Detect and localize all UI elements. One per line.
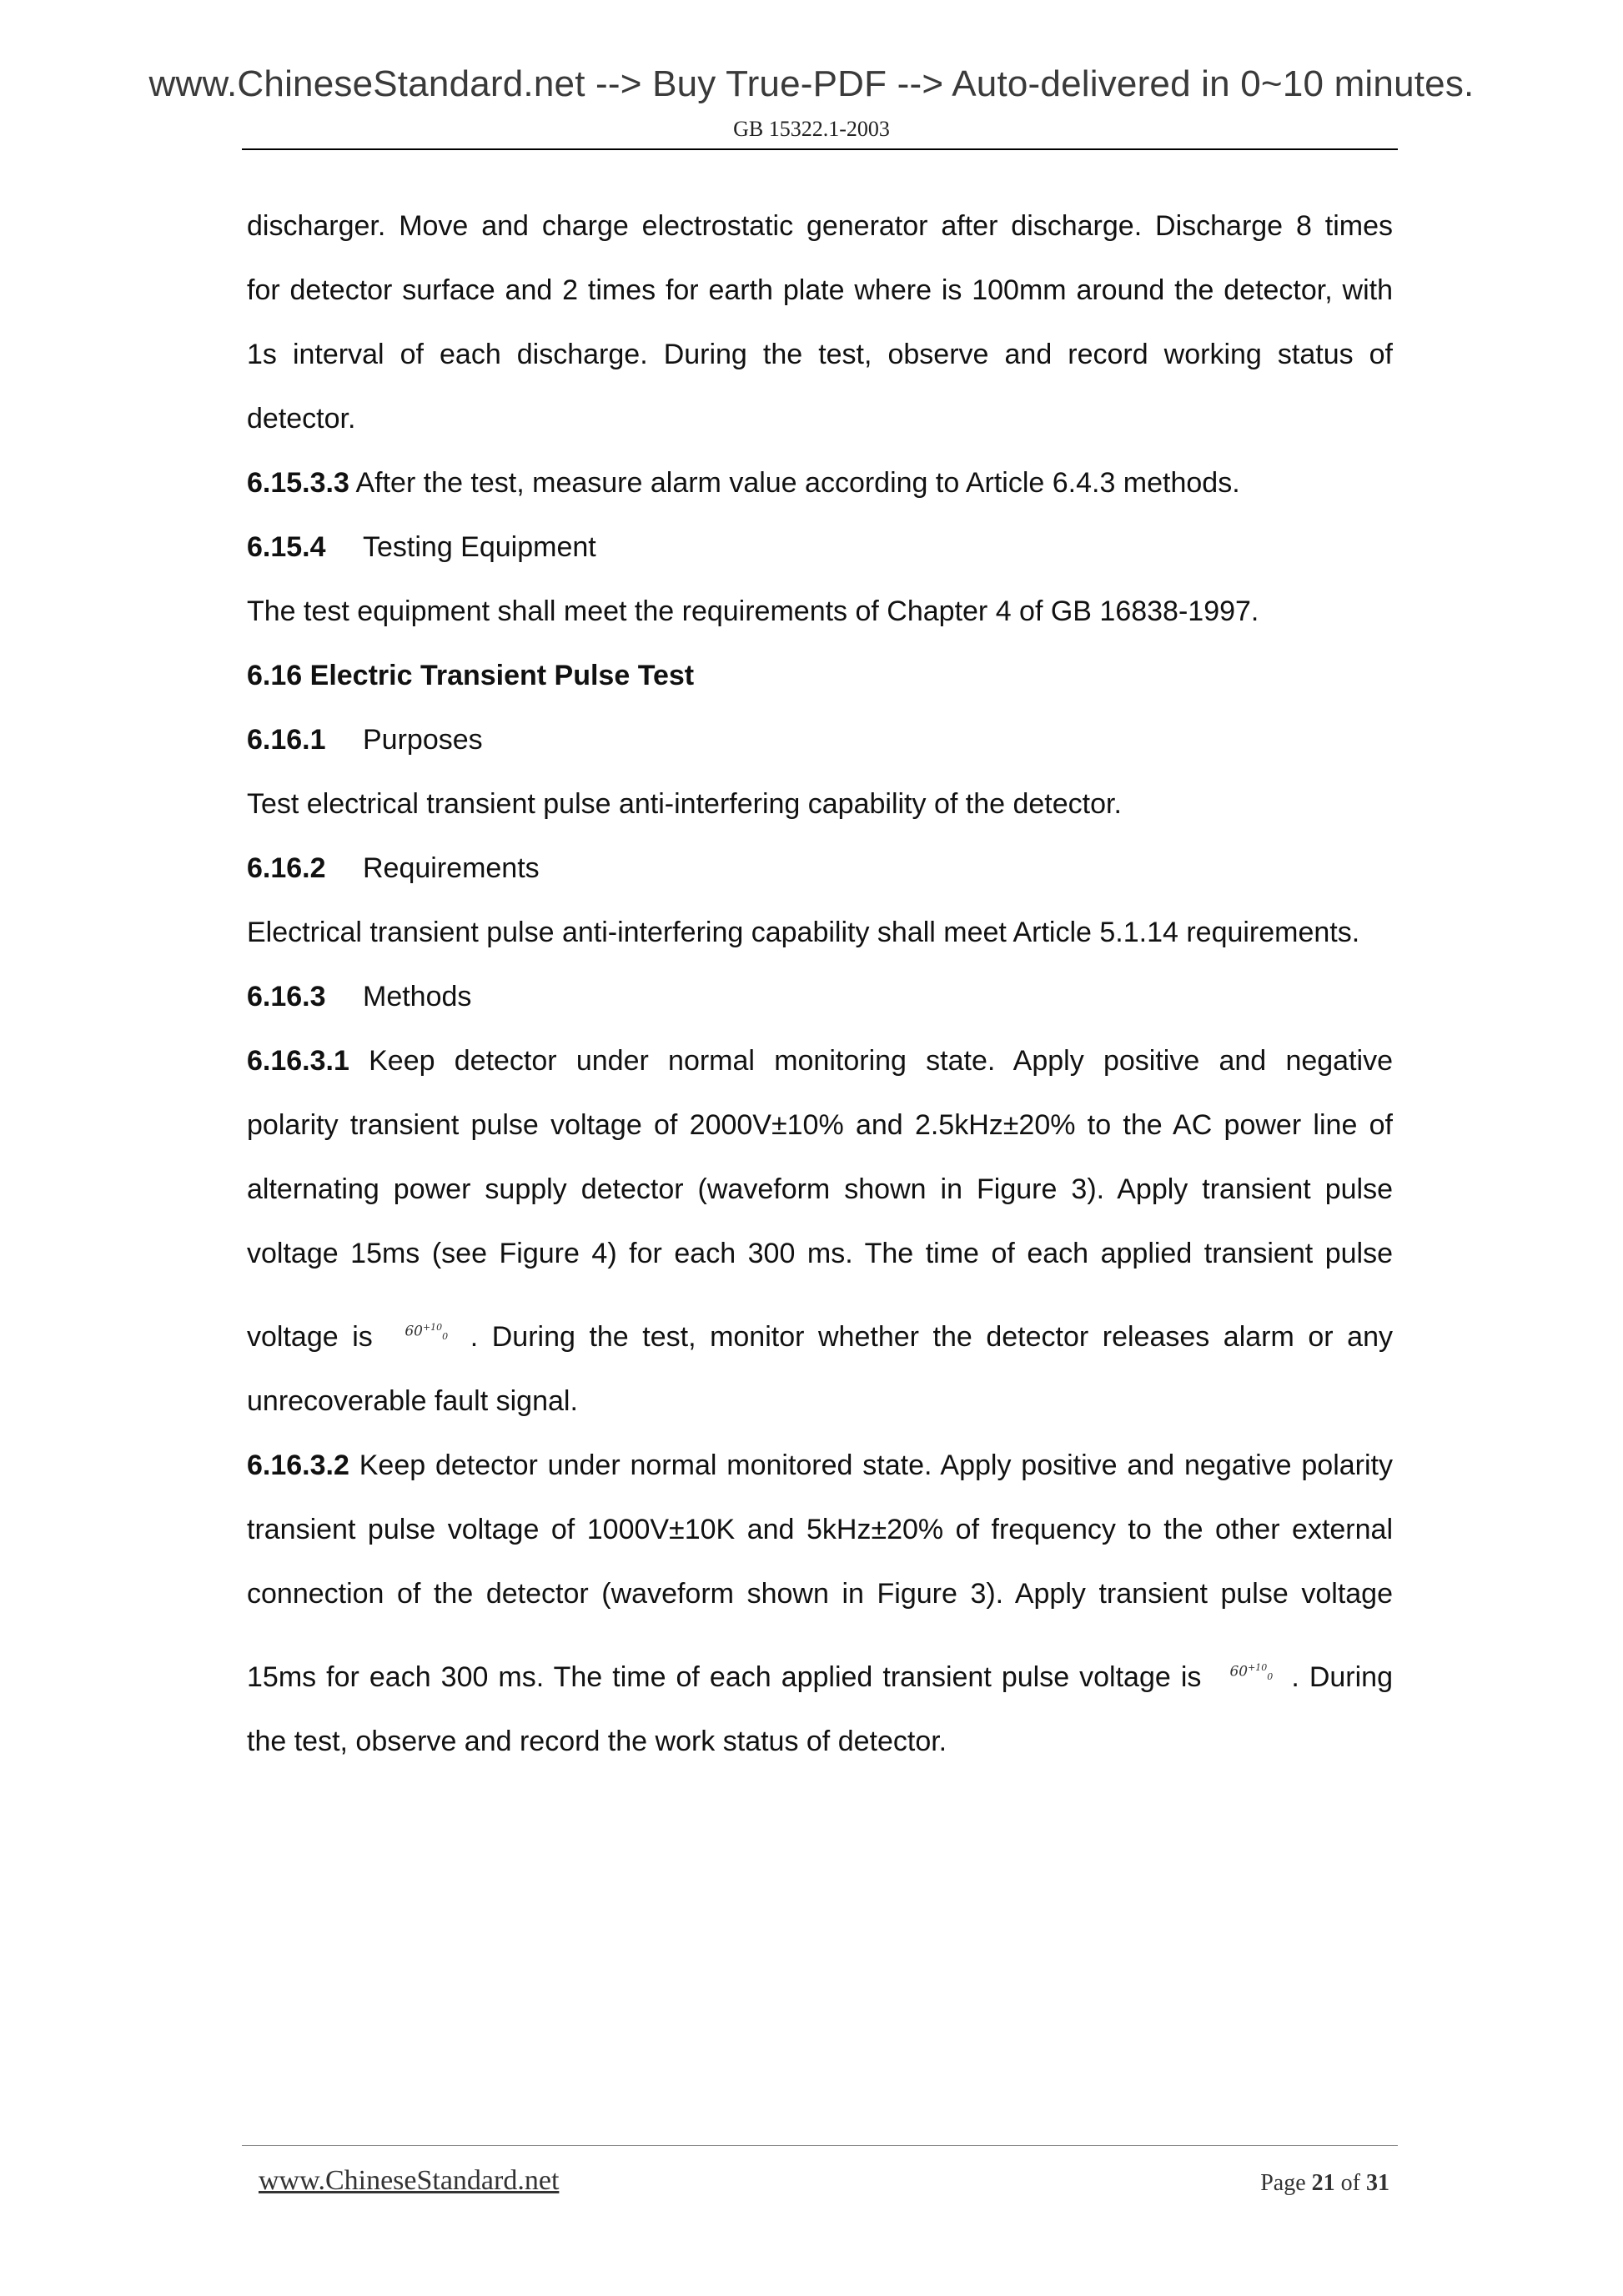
page-total: 31 bbox=[1366, 2170, 1389, 2196]
paragraph-line: The test equipment shall meet the requirements of Chapter 4 of GB 16838-1997. bbox=[247, 595, 1259, 627]
line-text: 15ms for each 300 ms. The time of each applied transient pulse voltage is bbox=[247, 1661, 1202, 1693]
tolerance-upper: +10 bbox=[422, 1322, 443, 1334]
clause-number: 6.16.2 bbox=[247, 852, 326, 884]
tolerance-formula bbox=[1229, 1660, 1273, 1685]
line-text: voltage is bbox=[247, 1321, 373, 1353]
clause-text: Keep detector under normal monitored state. Apply positive and negative polarity bbox=[359, 1449, 1393, 1481]
page-indicator bbox=[1260, 2170, 1389, 2197]
footer-divider bbox=[242, 2145, 1398, 2146]
tolerance-lower: 0 bbox=[1267, 1671, 1274, 1683]
clause-number: 6.16.3.2 bbox=[247, 1449, 349, 1481]
paragraph-line: polarity transient pulse voltage of 2000V±10% and 2.5kHz±20% to the AC power line of bbox=[247, 1109, 1393, 1141]
tolerance-upper: +10 bbox=[1248, 1662, 1268, 1674]
paragraph-line: discharger. Move and charge electrostatic generator after discharge. Discharge 8 times bbox=[247, 210, 1393, 242]
tolerance-base: 60 bbox=[1229, 1664, 1249, 1681]
clause-title: Requirements bbox=[363, 852, 540, 884]
paragraph-line: connection of the detector (waveform shown in Figure 3). Apply transient pulse voltage bbox=[247, 1578, 1393, 1610]
paragraph-line: detector. bbox=[247, 403, 356, 435]
site-banner[interactable]: www.ChineseStandard.net --> Buy True-PDF --> Auto-delivered in 0~10 minutes. bbox=[148, 63, 1475, 104]
line-text: . During the test, monitor whether the detector releases alarm or any bbox=[470, 1321, 1393, 1353]
clause-6-16-1-heading bbox=[247, 718, 1393, 782]
footer-site-link[interactable]: www.ChineseStandard.net bbox=[259, 2165, 560, 2196]
page-number: 21 bbox=[1311, 2170, 1335, 2196]
paragraph-line bbox=[247, 1636, 1393, 1720]
tolerance-lower: 0 bbox=[442, 1331, 449, 1343]
paragraph-line: unrecoverable fault signal. bbox=[247, 1385, 578, 1417]
paragraph-line: transient pulse voltage of 1000V±10K and 5kHz±20% of frequency to the other external bbox=[247, 1514, 1393, 1545]
clause-6-15-3-3 bbox=[247, 461, 1393, 525]
section-number: 6.16 bbox=[247, 660, 303, 691]
section-6-16-heading bbox=[247, 654, 1393, 718]
tolerance-base: 60 bbox=[404, 1324, 423, 1340]
page-of: of bbox=[1340, 2170, 1360, 2196]
clause-number: 6.16.1 bbox=[247, 724, 326, 756]
paragraph-line: Electrical transient pulse anti-interfering capability shall meet Article 5.1.14 requirements. bbox=[247, 917, 1360, 948]
clause-number: 6.16.3.1 bbox=[247, 1045, 349, 1077]
clause-number: 6.15.4 bbox=[247, 531, 326, 563]
paragraph-line: alternating power supply detector (waveform shown in Figure 3). Apply transient pulse bbox=[247, 1173, 1393, 1205]
paragraph-line bbox=[247, 1296, 1393, 1379]
clause-title: Purposes bbox=[363, 724, 483, 756]
page-content bbox=[247, 204, 1393, 1784]
clause-text: After the test, measure alarm value according to Article 6.4.3 methods. bbox=[355, 467, 1240, 499]
clause-number: 6.16.3 bbox=[247, 981, 326, 1012]
clause-title: Testing Equipment bbox=[363, 531, 596, 563]
clause-6-15-4-heading bbox=[247, 525, 1393, 590]
standard-code: GB 15322.1-2003 bbox=[733, 117, 890, 141]
tolerance-formula bbox=[404, 1320, 448, 1344]
clause-title: Methods bbox=[363, 981, 472, 1012]
clause-6-16-2-heading bbox=[247, 847, 1393, 911]
paragraph-line: for detector surface and 2 times for earth plate where is 100mm around the detector, with bbox=[247, 274, 1393, 306]
page-prefix: Page bbox=[1260, 2170, 1306, 2196]
paragraph-line: 1s interval of each discharge. During the test, observe and record working status of bbox=[247, 339, 1393, 370]
line-text: . During bbox=[1291, 1661, 1393, 1693]
clause-6-16-3-heading bbox=[247, 975, 1393, 1039]
clause-text: Keep detector under normal monitoring state. Apply positive and negative bbox=[369, 1045, 1393, 1077]
paragraph-line: voltage 15ms (see Figure 4) for each 300 ms. The time of each applied transient pulse bbox=[247, 1238, 1393, 1269]
paragraph-line: the test, observe and record the work status of detector. bbox=[247, 1726, 947, 1757]
header-divider bbox=[242, 148, 1398, 150]
clause-number: 6.15.3.3 bbox=[247, 467, 349, 499]
clause-6-16-3-1 bbox=[247, 1039, 1393, 1103]
section-title: Electric Transient Pulse Test bbox=[309, 660, 695, 691]
paragraph-line: Test electrical transient pulse anti-interfering capability of the detector. bbox=[247, 788, 1122, 820]
clause-6-16-3-2 bbox=[247, 1444, 1393, 1508]
